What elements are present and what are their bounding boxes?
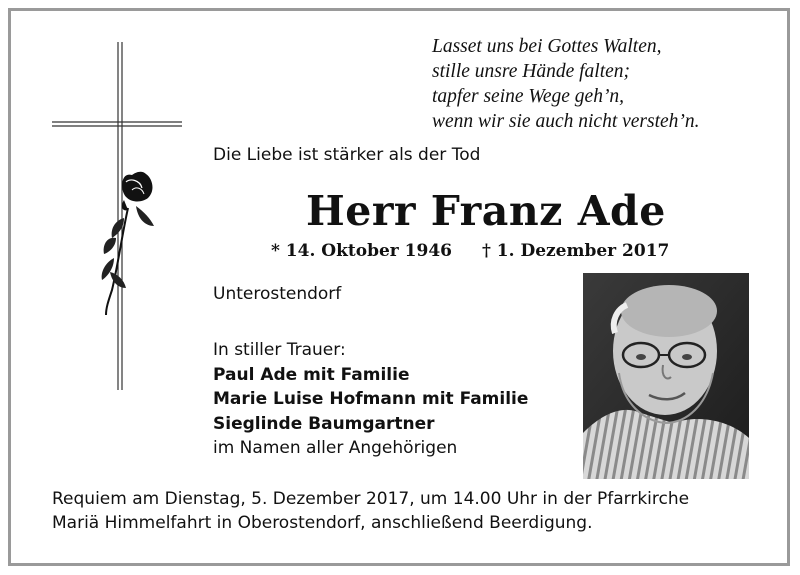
mourner-name: Marie Luise Hofmann mit Familie <box>213 389 529 409</box>
cross-with-rose <box>50 40 190 395</box>
cross-icon <box>52 42 182 390</box>
motto: Die Liebe ist stärker als der Tod <box>213 145 481 165</box>
mourning-intro: In stiller Trauer: <box>213 340 346 360</box>
place-of-residence: Unterostendorf <box>213 284 342 304</box>
rose-icon <box>102 172 154 315</box>
life-dates <box>271 241 669 261</box>
birth-date: * 14. Oktober 1946 <box>271 241 452 261</box>
requiem-line: Requiem am Dienstag, 5. Dezember 2017, um 14.00 Uhr in der Pfarrkirche <box>52 489 690 509</box>
poem <box>432 34 700 134</box>
deceased-name: Herr Franz Ade <box>306 187 666 235</box>
requiem-info <box>52 487 689 535</box>
mourner-name: Sieglinde Baumgartner <box>213 413 435 434</box>
mourning-closing: im Namen aller Angehörigen <box>213 438 458 458</box>
poem-line: Lasset uns bei Gottes Walten, <box>432 36 662 57</box>
death-date: † 1. Dezember 2017 <box>481 241 670 261</box>
poem-line: stille unsre Hände falten; <box>432 61 631 82</box>
poem-line: tapfer seine Wege geh’n, <box>432 86 625 107</box>
requiem-line: Mariä Himmelfahrt in Oberostendorf, anschließend Beerdigung. <box>52 513 593 533</box>
mourner-name: Paul Ade mit Familie <box>213 364 410 385</box>
portrait-photo <box>583 273 749 479</box>
mourners-list <box>213 338 528 461</box>
poem-line: wenn wir sie auch nicht versteh’n. <box>432 111 700 132</box>
